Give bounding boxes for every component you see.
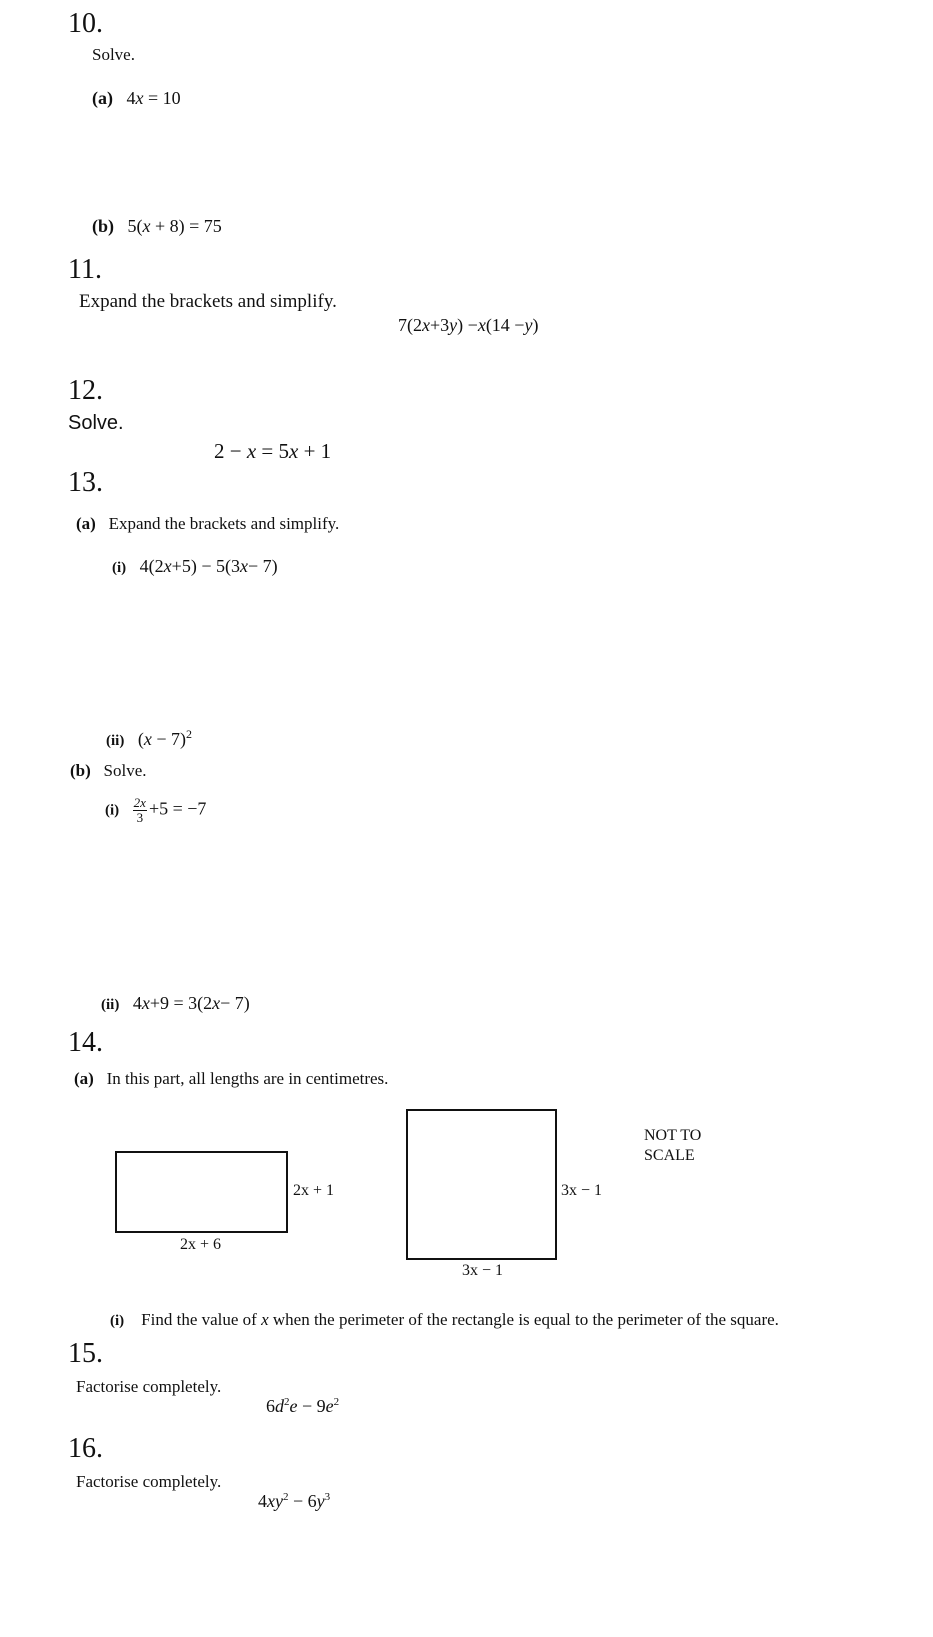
expr-part: + 8) = 75 — [150, 216, 222, 236]
expr-part: ) − — [457, 315, 478, 335]
expr-part: − 7) — [220, 993, 250, 1013]
var: x — [261, 1310, 269, 1329]
exponent: 2 — [333, 1396, 340, 1408]
question-12-instruction: Solve. — [68, 412, 124, 434]
question-13b-ii — [101, 994, 250, 1013]
expr-part: 6 — [266, 1396, 275, 1416]
var: x — [141, 993, 150, 1013]
rectangle-shape — [115, 1151, 288, 1233]
question-10-number: 10. — [68, 8, 103, 39]
var: y — [316, 1491, 325, 1511]
exponent: 3 — [324, 1491, 331, 1503]
var: x — [135, 88, 144, 108]
question-13a-i — [112, 557, 278, 576]
text-part: when the perimeter of the rectangle is equal to the perimeter of the square. — [268, 1310, 779, 1329]
var: y — [449, 315, 458, 335]
instruction: In this part, all lengths are in centimetres. — [106, 1069, 389, 1088]
question-15-number: 15. — [68, 1338, 103, 1369]
question-11-number: 11. — [68, 254, 102, 285]
question-10a — [92, 89, 181, 107]
question-12-equation — [214, 441, 331, 462]
expr-part: 7(2 — [398, 315, 422, 335]
var: x — [477, 315, 486, 335]
instruction: Expand the brackets and simplify. — [108, 514, 340, 533]
expr-part: − 7) — [151, 729, 186, 749]
expr-part: = 5 — [256, 439, 290, 463]
part-label: (i) — [112, 560, 127, 576]
part-label: (b) — [92, 216, 114, 236]
part-label: (a) — [76, 514, 96, 533]
question-16-number: 16. — [68, 1433, 103, 1464]
var: x — [422, 315, 430, 335]
var: x — [142, 216, 151, 236]
coef: 4 — [126, 88, 136, 108]
question-13b-i — [105, 796, 206, 824]
expr-part: 4 — [132, 993, 142, 1013]
part-label: (a) — [92, 88, 113, 108]
question-13a-ii — [106, 728, 192, 749]
expr-part: 5( — [127, 216, 143, 236]
question-16-expression — [258, 1492, 330, 1510]
var: d — [275, 1396, 284, 1416]
rhs: = 10 — [143, 88, 181, 108]
expr-part: +3 — [430, 315, 450, 335]
expr-part: 4 — [258, 1491, 267, 1511]
question-11-instruction: Expand the brackets and simplify. — [79, 291, 337, 312]
var: x — [212, 993, 221, 1013]
expr-part: − 9 — [297, 1396, 326, 1416]
question-14-number: 14. — [68, 1027, 103, 1058]
fraction-denominator: 3 — [136, 809, 144, 825]
not-to-scale-line-1: NOT TO — [644, 1127, 702, 1144]
question-13b — [70, 762, 147, 779]
expr-part: − 7) — [247, 556, 278, 576]
exponent: 2 — [284, 1396, 290, 1408]
square-side-label: 3x − 1 — [561, 1182, 603, 1199]
var: e — [289, 1396, 298, 1416]
question-14a-i — [110, 1311, 779, 1329]
part-label: (b) — [70, 761, 91, 780]
expr-part: +5) − 5(3 — [171, 556, 240, 576]
var: x — [239, 556, 248, 576]
not-to-scale-line-2: SCALE — [644, 1147, 695, 1164]
question-10b — [92, 217, 222, 235]
expr-part: ( — [137, 729, 144, 749]
question-12-number: 12. — [68, 375, 103, 406]
part-label: (ii) — [106, 733, 125, 749]
rectangle-side-label: 2x + 1 — [293, 1182, 335, 1199]
question-15-instruction: Factorise completely. — [76, 1377, 222, 1396]
expr-part: (14 − — [485, 315, 525, 335]
part-label: (ii) — [101, 997, 120, 1013]
instruction: Solve. — [103, 761, 147, 780]
square-bottom-label: 3x − 1 — [462, 1262, 504, 1279]
question-15-expression — [266, 1397, 339, 1415]
var: x — [163, 556, 172, 576]
var: e — [325, 1396, 334, 1416]
var: y — [524, 315, 533, 335]
part-label: (a) — [74, 1069, 94, 1088]
expr-part: 2 − — [214, 439, 247, 463]
fraction — [133, 796, 147, 824]
expr-part: 4(2 — [139, 556, 164, 576]
text-part: Find the value of — [141, 1310, 262, 1329]
question-10-instruction: Solve. — [92, 45, 135, 64]
var: x — [143, 729, 152, 749]
question-13a — [76, 515, 339, 532]
var: x — [289, 439, 299, 463]
expr-part: +9 = 3(2 — [149, 993, 213, 1013]
expr-part: + 1 — [298, 439, 332, 463]
var: x — [246, 439, 257, 463]
question-14a — [74, 1070, 388, 1087]
question-11-expression — [398, 316, 538, 334]
var: xy — [267, 1491, 283, 1511]
square-shape — [406, 1109, 557, 1260]
question-16-instruction: Factorise completely. — [76, 1472, 222, 1491]
exponent: 2 — [185, 727, 192, 741]
fraction-numerator: 2x — [133, 795, 146, 810]
part-label: (i) — [110, 1313, 125, 1329]
rectangle-bottom-label: 2x + 6 — [180, 1236, 222, 1253]
expr-part: ) — [532, 315, 539, 335]
part-label: (i) — [105, 802, 120, 819]
exponent: 2 — [282, 1491, 289, 1503]
expr-part: − 6 — [288, 1491, 317, 1511]
expr-part: +5 = −7 — [148, 798, 207, 819]
question-13-number: 13. — [68, 467, 103, 498]
